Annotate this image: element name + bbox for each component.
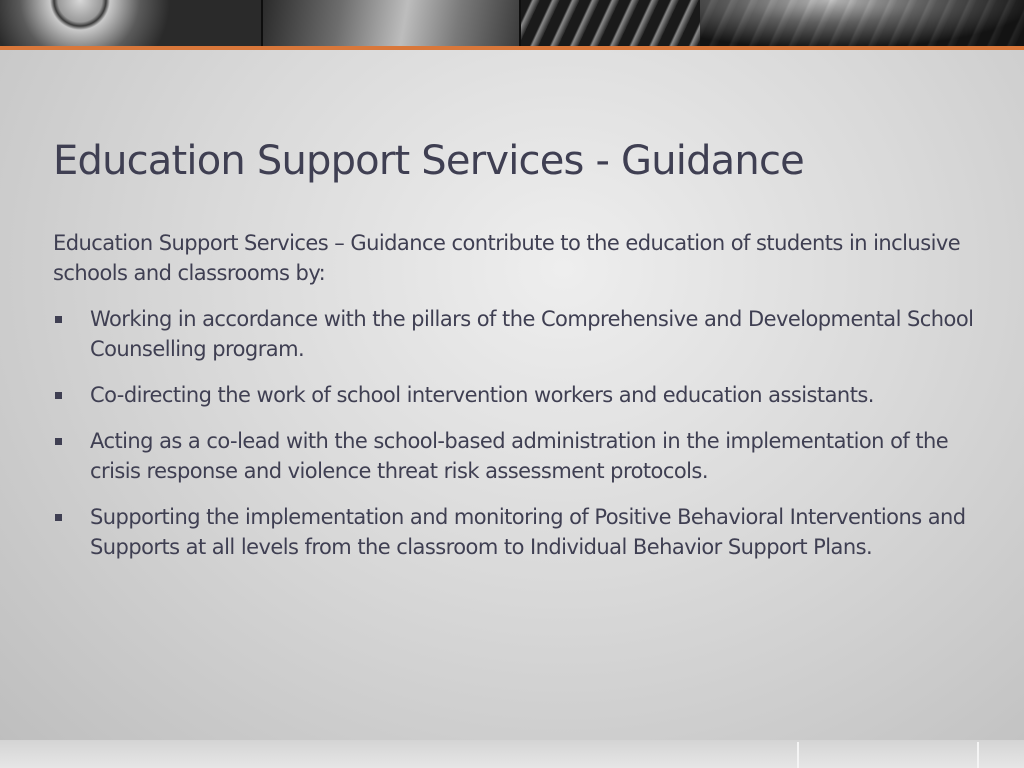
list-item	[53, 304, 983, 364]
square-bullet-icon	[55, 514, 62, 521]
footer-divider	[977, 742, 979, 768]
bullet-text: Co-directing the work of school intervention workers and education assistants.	[90, 383, 874, 407]
header-divider	[519, 0, 521, 46]
intro-paragraph: Education Support Services – Guidance contribute to the education of students in inclusive schools and classrooms by:	[53, 231, 961, 285]
list-item	[53, 502, 983, 562]
accent-line	[0, 46, 1024, 50]
slide-title: Education Support Services - Guidance	[53, 138, 804, 184]
footer-band	[0, 740, 1024, 768]
bullet-text: Supporting the implementation and monitoring of Positive Behavioral Interventions and Supports at all levels from the classroom to Individual Behavior Support Plans.	[90, 505, 966, 559]
square-bullet-icon	[55, 392, 62, 399]
slide-body	[53, 228, 983, 578]
header-photo-wheel	[0, 0, 262, 46]
header-divider	[261, 0, 263, 46]
bullet-text: Acting as a co-lead with the school-based administration in the implementation of the crisis response and violence threat risk assessment protocols.	[90, 429, 949, 483]
list-item	[53, 426, 983, 486]
bullet-text: Working in accordance with the pillars of the Comprehensive and Developmental School Counselling program.	[90, 307, 974, 361]
bullet-list	[53, 304, 983, 562]
header-photo-shade	[700, 0, 1024, 46]
square-bullet-icon	[55, 316, 62, 323]
footer-divider	[797, 742, 799, 768]
header-photo-band	[0, 0, 1024, 46]
list-item	[53, 380, 983, 410]
square-bullet-icon	[55, 438, 62, 445]
header-photo-metal	[262, 0, 520, 46]
